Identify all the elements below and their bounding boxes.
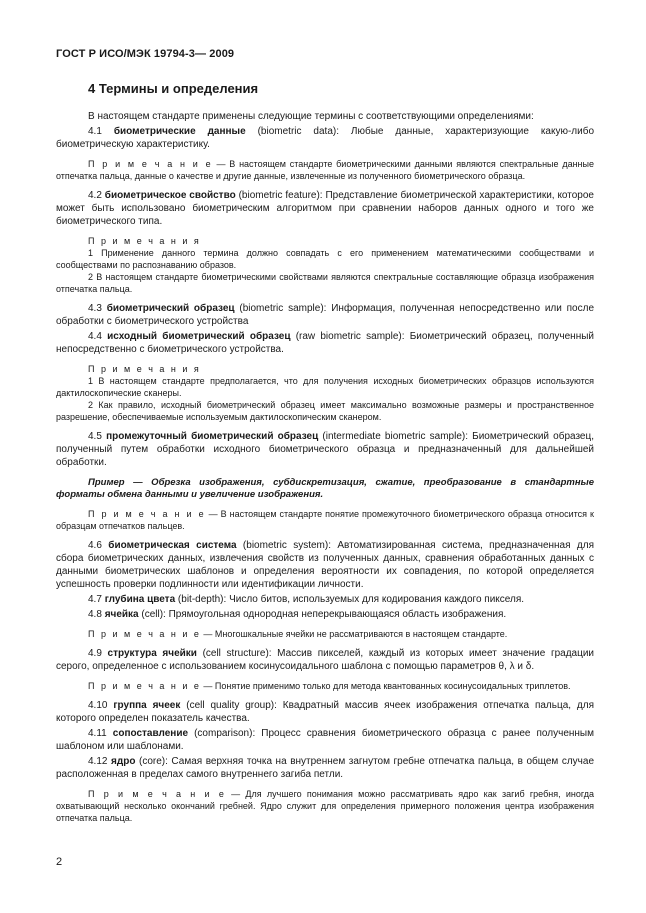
terms-content — [56, 110, 594, 824]
note-4-2-1: 1 Применение данного термина должно совпадать с его применением математическими сообществами и сообществами по распознаванию образов. — [56, 248, 594, 270]
term-4-8: 4.8 ячейка (cell): Прямоугольная однородная неперекрывающаяся область изображения. — [88, 609, 507, 620]
notes-label-4-2: П р и м е ч а н и я — [88, 236, 201, 246]
note-4-4-2: 2 Как правило, исходный биометрический образец имеет максимально возможные размеры и пространственное разрешение, обеспечиваемые используемым дактилоскопическим сканером. — [56, 400, 594, 422]
term-4-11: 4.11 сопоставление (comparison): Процесс сравнения биометрического образца с ранее полученным шаблоном или шаблонами. — [56, 728, 594, 752]
term-4-12: 4.12 ядро (core): Самая верхняя точка на внутреннем загнутом гребне отпечатка пальца, в общем случае расположенная в пределах самого внутреннего загиба петли. — [56, 756, 595, 780]
page-number: 2 — [56, 856, 63, 868]
example-4-5: Пример — Обрезка изображения, субдискретизация, сжатие, преобразование в стандартные форматы обмена данными и увеличение изображения. — [56, 477, 594, 500]
section-title: 4 Термины и определения — [88, 81, 259, 96]
term-4-2: 4.2 биометрическое свойство (biometric feature): Представление биометрической характеристики, которое может быть использовано биометрическим алгоритмом при сравнении наборов данных одного и того же биометрического типа. — [56, 190, 594, 227]
note-4-8: П р и м е ч а н и е — Многошкальные ячейки не рассматриваются в настоящем стандарте. — [88, 629, 508, 639]
notes-label-4-4: П р и м е ч а н и я — [88, 364, 201, 374]
standard-header: ГОСТ Р ИСО/МЭК 19794-3— 2009 — [56, 48, 235, 60]
term-4-3: 4.3 биометрический образец (biometric sample): Информация, полученная непосредственно или после обработки с биометрического устройства — [56, 303, 595, 327]
note-4-4-1: 1 В настоящем стандарте предполагается, что для получения исходных биометрических образцов используются дактилоскопические сканеры. — [56, 376, 594, 398]
term-4-4: 4.4 исходный биометрический образец (raw biometric sample): Биометрический образец, полученный непосредственно с биометрического устройства. — [56, 331, 595, 355]
note-4-12: П р и м е ч а н и е — Для лучшего понимания можно рассматривать ядро как загиб гребня, иногда охватывающий несколько окончаний гребней. Ядро служит для определения примерного положения центра изображения отпечатка пальца. — [56, 789, 594, 823]
note-4-5: П р и м е ч а н и е — В настоящем стандарте понятие промежуточного биометрического образца относится к образцам отпечатков пальцев. — [56, 509, 594, 531]
term-4-6: 4.6 биометрическая система (biometric system): Автоматизированная система, предназначенная для сбора биометрических данных, извлечения свойств из полученных данных, сравнения обработанных данных с данными биометрических шаблонов и определения вероятности их совпадения, по которой определяется успешность проверки подлинности или идентификации личности. — [56, 540, 594, 590]
intro-paragraph: В настоящем стандарте применены следующие термины с соответствующими определениями: — [88, 111, 534, 122]
term-4-7: 4.7 глубина цвета (bit-depth): Число битов, используемых для кодирования каждого пикселя. — [88, 594, 525, 605]
term-4-1: 4.1 биометрические данные (biometric data): Любые данные, характеризующие какую-либо биометрическую характеристику. — [56, 126, 594, 150]
term-4-5: 4.5 промежуточный биометрический образец (intermediate biometric sample): Биометрический образец, полученный путем обработки исходного биометрического образца и предназначенный для дальнейшей обработки. — [56, 431, 594, 468]
note-4-9: П р и м е ч а н и е — Понятие применимо только для метода квантованных косинусоидальных триплетов. — [88, 681, 571, 691]
note-4-2-2: 2 В настоящем стандарте биометрическими свойствами являются спектральные составляющие образца изображения отпечатка пальца. — [56, 272, 594, 294]
term-4-10: 4.10 группа ячеек (cell quality group): Квадратный массив ячеек изображения отпечатка пальца, для которого определен показатель качества. — [56, 700, 594, 724]
note-4-1: П р и м е ч а н и е — В настоящем стандарте биометрическими данными являются спектральные данные отпечатка пальца, данные о качестве и другие данные, извлеченные из полученного биометрического образца. — [56, 159, 594, 181]
term-4-9: 4.9 структура ячейки (cell structure): Массив пикселей, каждый из которых имеет значение градации серого, определенное с использованием косинусоидального шаблона с помощью параметров θ, λ и δ. — [56, 648, 595, 672]
